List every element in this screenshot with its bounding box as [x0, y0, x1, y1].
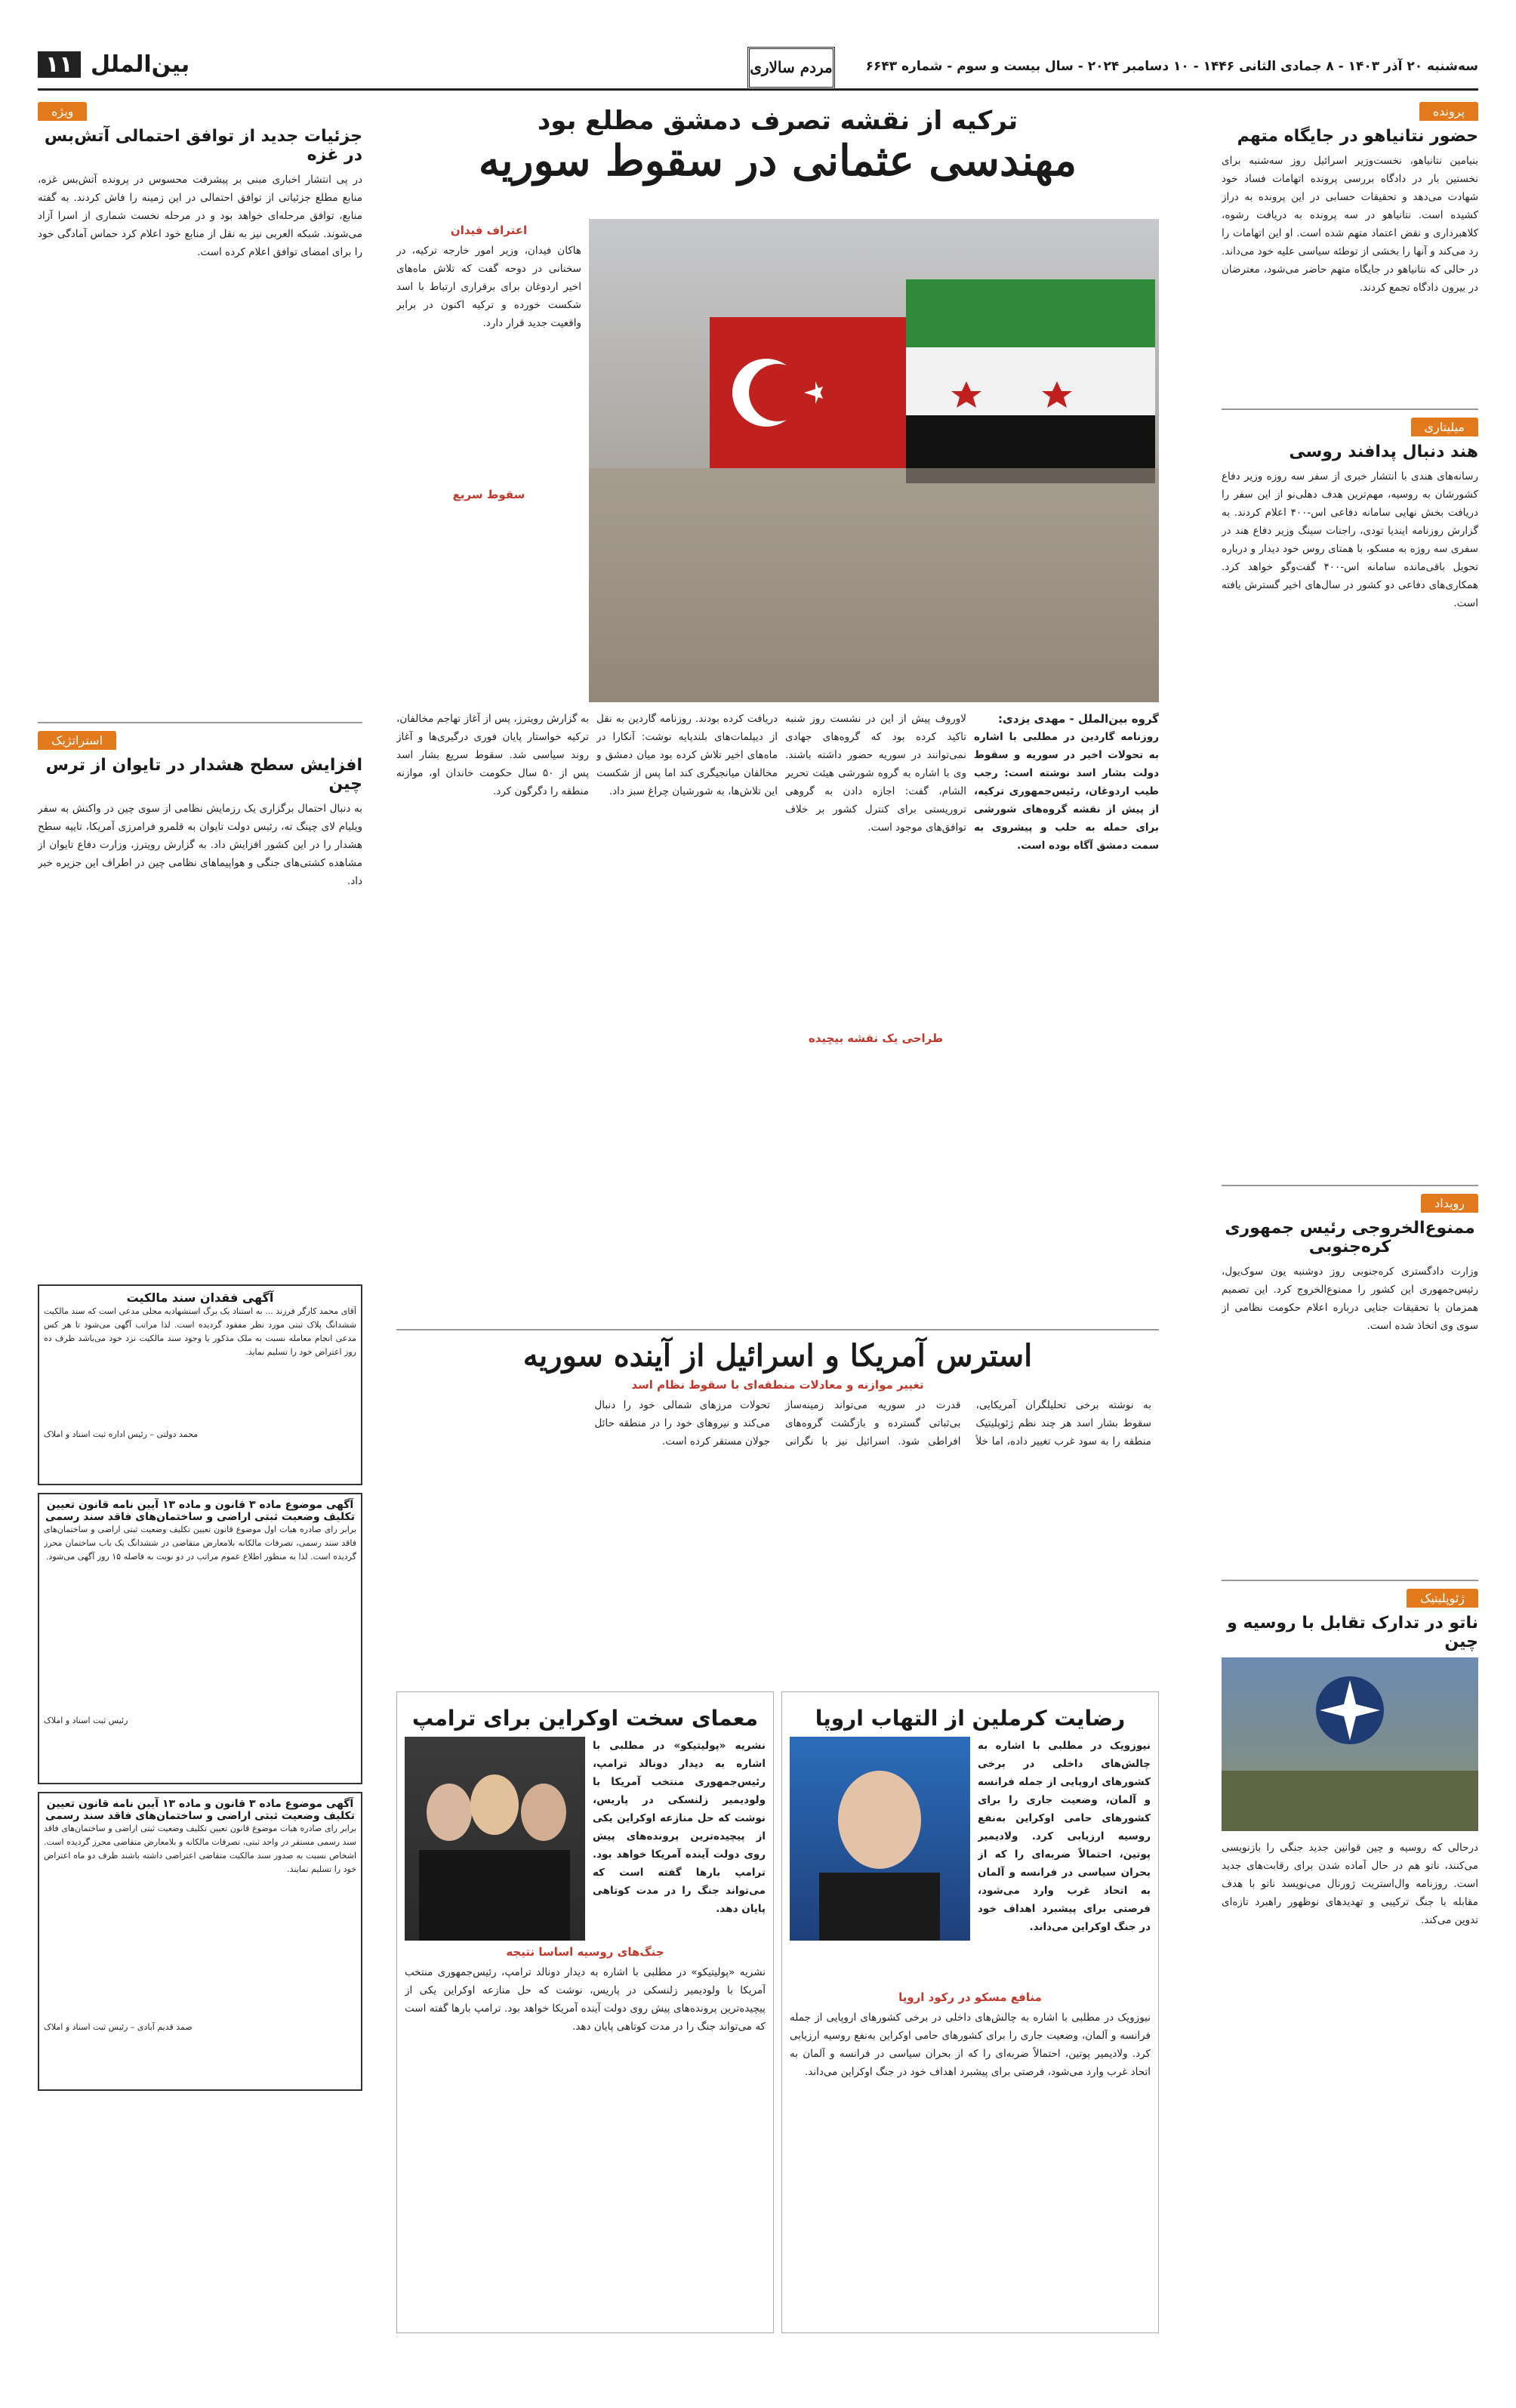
- subhead: طراحی یک نقشه بیچیده: [808, 1031, 944, 1045]
- column-text: هاکان فیدان، وزیر امور خارجه ترکیه، در سخنانی در دوحه گفت که تلاش ماه‌های اخیر اردوغان برای برقراری ارتباط با اسد شکست خورده و ترکیه اکنون در برابر واقعیت جدید قرار دارد.: [396, 245, 581, 329]
- portrait-illustration: [405, 1737, 585, 1941]
- lead-text: روزنامه گاردین در مطلبی با اشاره به تحولات اخیر در سوریه و سقوط دولت بشار اسد نوشته است: رجب طیب اردوغان، رئیس‌جمهوری ترکیه، از پیش از نقشه گروه‌های شورشی برای حمله به حلب و پیشروی به سمت دمشق آگاه بوده است.: [974, 731, 1159, 852]
- section-tag: ویژه: [38, 102, 87, 121]
- leaders-photo: [405, 1737, 585, 1941]
- story-headline: استرس آمریکا و اسرائیل از آینده سوریه: [522, 1338, 1033, 1374]
- section-tag: استراتژیک: [38, 731, 116, 750]
- article-title: حضور نتانیاهو در جایگاه متهم: [1237, 127, 1478, 146]
- story-column: [785, 710, 966, 1118]
- story-lead: نیوزویک در مطلبی با اشاره به چالش‌های داخلی در برخی کشورهای اروپایی از جمله فرانسه و آلمان، وضعیت جاری را برای کشورهای حامی اوکراین به‌نفع روسیه ارزیابی کرد. ولادیمیر پوتین، احتمالاً ضربه‌ای را که از بحران سیاسی در فرانسه و آلمان به اتحاد غرب وارد می‌شود، فرصتی برای پیشبرد اهداف خود در جنگ اوکراین می‌داند.: [977, 1740, 1151, 1933]
- story-kicker: ترکیه از نقشه تصرف دمشق مطلع بود: [537, 106, 1018, 136]
- legal-ad: [38, 1284, 362, 1485]
- nato-photo: [1222, 1657, 1478, 1831]
- story-lead: نشریه «پولیتیکو» در مطلبی با اشاره به دیدار دونالد ترامپ، رئیس‌جمهوری منتخب آمریکا با ولودیمیر زلنسکی در پاریس، نوشت که حل منازعه اوکراین یکی از پیچیده‌ترین پرونده‌های پیش روی دولت آینده آمریکا خواهد بود. ترامپ بارها گفته است که می‌تواند جنگ را در مدت کوتاهی پایان دهد.: [592, 1740, 766, 1915]
- legal-ad: [38, 1493, 362, 1784]
- ad-body: برابر رای صادره هیات موضوع قانون تعیین تکلیف وضعیت ثبتی اراضی و ساختمان‌های فاقد سند رسمی مستقر در واحد ثبتی، تصرفات مالکانه و بلامعارض متقاضی محرز گردیده است. اشخاص نسبت به صدور سند مالکیت متقاضی اعتراضی داشته باشند ظرف دو ماه اعتراض خود را تسلیم نمایند.: [44, 1824, 356, 1874]
- ad-body: برابر رای صادره هیات اول موضوع قانون تعیین تکلیف وضعیت ثبتی اراضی و ساختمان‌های فاقد سند رسمی، تصرفات مالکانه بلامعارض متقاضی در ششدانگ یک باب ساختمان محرز گردیده است. لذا به منظور اطلاع عموم مراتب در دو نوبت به فاصله ۱۵ روز آگهی می‌شود.: [44, 1525, 356, 1562]
- article-body: بنیامین نتانیاهو، نخست‌وزیر اسرائیل روز سه‌شنبه برای نخستین بار در دادگاه بررسی پرونده اتهامات فساد خود شهادت می‌دهد و تحقیقات حسابی در این پرونده به دراز کشیده است. نتانیاهو در سه پرونده به دریافت رشوه، کلاهبرداری و نقض اعتماد متهم شده است. او این اتهامات را رد می‌کند و آنها را بخشی از توطئه سیاسی علیه خود می‌داند. در حالی که نتانیاهو در جایگاه متهم حاضر می‌شود، معترضان در بیرون دادگاه تجمع کردند.: [1222, 155, 1478, 294]
- story-column: [396, 219, 581, 702]
- putin-photo: [790, 1737, 970, 1941]
- lead-byline: گروه بین‌الملل - مهدی یزدی:: [998, 712, 1159, 726]
- story-column: [396, 710, 589, 1118]
- lead-column: [974, 710, 1159, 1118]
- column-text: نشریه «پولیتیکو» در مطلبی با اشاره به دیدار دونالد ترامپ، رئیس‌جمهوری منتخب آمریکا با ولودیمیر زلنسکی در پاریس، نوشت که حل منازعه اوکراین یکی از پیچیده‌ترین پرونده‌های پیش روی دولت آینده آمریکا خواهد بود. ترامپ بارها گفته است که می‌تواند جنگ را در مدت کوتاهی پایان دهد.: [405, 1966, 766, 2033]
- story-headline: معمای سخت اوکراین برای ترامپ: [411, 1706, 759, 1731]
- trump-story: [396, 1691, 774, 2333]
- section-tag: ژئوپلیتیک: [1407, 1589, 1478, 1608]
- legal-ad: [38, 1792, 362, 2091]
- article-title: هند دنبال پدافند روسی: [1289, 442, 1478, 461]
- column-text: به گزارش رویترز، پس از آغاز تهاجم مخالفان، ترکیه خواستار پایان فوری درگیری‌ها و آغاز روند سیاسی شد. سقوط سریع بشار اسد پس از ۵۰ سال حکومت خاندان او، موازنه منطقه را دگرگون کرد.: [396, 713, 589, 797]
- section-name: بین‌الملل: [91, 51, 190, 78]
- subhead: جنگ‌های روسیه اساسا نتیجه: [506, 1945, 664, 1959]
- ad-title: آگهی موضوع ماده ۳ قانون و ماده ۱۳ آیین نامه قانون تعیین تکلیف وضعیت ثبتی اراضی و ساختمان‌های فاقد سند رسمی: [45, 1499, 355, 1523]
- article-title: ممنوع‌الخروجی رئیس جمهوری کره‌جنوبی: [1225, 1219, 1475, 1256]
- article-body: رسانه‌های هندی با انتشار خبری از سفر سه روزه وزیر دفاع کشورشان به روسیه، مهم‌ترین هدف دهلی‌نو از این سفر را دریافت بخش نهایی سامانه دفاعی اس-۴۰۰ اعلام کردند. به گزارش روزنامه ایندیا تودی، راجنات سینگ وزیر دفاع هند در سفری سه روزه به مسکو، با همتای روس خود دیدار و درباره تحویل باقی‌مانده سامانه اس-۴۰۰ گفت‌وگو خواهد کرد. همکاری‌های دفاعی دو کشور در سال‌های اخیر گسترش یافته است.: [1222, 470, 1478, 609]
- subhead: سقوط سریع: [452, 488, 525, 501]
- ad-signature: رئیس ثبت اسناد و املاک: [44, 1716, 128, 1725]
- subhead: تغییر موازنه و معادلات منطقه‌ای با سقوط نظام اسد: [631, 1378, 924, 1392]
- flag-illustration: [589, 219, 1159, 702]
- column-text: نیوزویک در مطلبی با اشاره به چالش‌های داخلی در برخی کشورهای اروپایی از جمله فرانسه و آلمان، وضعیت جاری را برای کشورهای حامی اوکراین به‌نفع روسیه ارزیابی کرد. ولادیمیر پوتین، احتمالاً ضربه‌ای را که از بحران سیاسی در فرانسه و آلمان به اتحاد غرب وارد می‌شود، فرصتی برای پیشبرد اهداف خود در جنگ اوکراین می‌داند.: [790, 2012, 1151, 2078]
- column-text: به نوشته برخی تحلیلگران آمریکایی، سقوط بشار اسد هر چند نظم ژئوپلیتیک منطقه را به سود غرب تغییر داده، اما خلأ قدرت در سوریه می‌تواند زمینه‌ساز بی‌ثباتی گسترده و بازگشت گروه‌های افراطی شود. اسرائیل نیز با نگرانی تحولات مرزهای شمالی خود را دنبال می‌کند و نیروهای خود را در منطقه حائل جولان مستقر کرده است.: [594, 1399, 1151, 1448]
- column-text: لاوروف پیش از این در نشست روز شنبه تاکید کرده بود که گروه‌های جهادی نمی‌توانند در سوریه حضور داشته باشند. وی با اشاره به گروه شورشی هیئت تحریر الشام، گفت: اجازه دادن به گروهی تروریستی برای کنترل کشور بر خلاف توافق‌های موجود است.: [785, 713, 966, 834]
- article-title: جزئیات جدید از توافق احتمالی آتش‌بس در غزه: [44, 127, 362, 165]
- article-body: درحالی که روسیه و چین قوانین جدید جنگی را بازنویسی می‌کنند، ناتو هم در حال آماده شدن برای رقابت‌های جدید است. روزنامه وال‌استریت ژورنال می‌نویسد ناتو با هدف مقابله با جنگ ترکیبی و تهدیدهای نوظهور راهبرد تازه‌ای تدوین می‌کند.: [1222, 1842, 1478, 1926]
- section-tag: میلیتاری: [1411, 418, 1478, 436]
- newspaper-logo: مردم سالاری: [747, 47, 835, 89]
- column-text: دریافت کرده بودند. روزنامه گاردین به نقل از دیپلمات‌های بلندپایه نوشت: آنکارا در ماه‌های اخیر تلاش کرده بود میان دمشق و مخالفان میانجیگری کند اما پس از شکست این تلاش‌ها، به شورشیان چراغ سبز داد.: [596, 713, 778, 797]
- ad-title: آگهی فقدان سند مالکیت: [126, 1290, 274, 1305]
- second-story: [396, 1329, 1159, 1684]
- section-tag: پرونده: [1419, 102, 1478, 121]
- story-headline: مهندسی عثمانی در سقوط سوریه: [478, 136, 1077, 186]
- story-headline: رضایت کرملین از التهاب اروپا: [815, 1706, 1126, 1731]
- masthead: [38, 45, 1478, 91]
- date-line: سه‌شنبه ۲۰ آذر ۱۴۰۳ - ۸ جمادی الثانی ۱۴۴۶ - ۱۰ دسامبر ۲۰۲۴ - سال بیست و سوم - شماره ۶۶۴۳: [865, 59, 1478, 74]
- kremlin-story: [781, 1691, 1159, 2333]
- syria-flag-photo: [589, 219, 1159, 702]
- ad-signature: صمد قدیم آبادی – رئیس ثبت اسناد و املاک: [44, 2022, 193, 2032]
- story-column: [596, 710, 778, 1118]
- ad-title: آگهی موضوع ماده ۳ قانون و ماده ۱۳ آیین نامه قانون تعیین تکلیف وضعیت ثبتی اراضی و ساختمان‌های فاقد سند رسمی: [45, 1798, 355, 1822]
- left-column: [38, 102, 362, 2329]
- article-body: در پی انتشار اخباری مبنی بر پیشرفت محسوس در پرونده آتش‌بس غزه، منابع مطلع جزئیاتی از توافق احتمالی در این زمینه را فاش کردند. به گفته منابع، توافق مرحله‌ای خواهد بود و در مرحله نخست شماری از اسرا آزاد می‌شوند. شبکه العربی نیز به نقل از منابع خود اعلام کرد حماس آمادگی خود را برای امضای توافق اعلام کرده است.: [38, 174, 362, 258]
- subhead: اعتراف فیدان: [450, 224, 528, 237]
- right-column: [1222, 102, 1478, 2329]
- section-tag: رویداد: [1421, 1194, 1478, 1213]
- article-body: وزارت دادگستری کره‌جنوبی روز دوشنبه یون سوک‌یول، رئیس‌جمهوری این کشور را ممنوع‌الخروج کرد. این تصمیم همزمان با تحقیقات جنایی درباره اعلام حکومت نظامی از سوی وی اتخاذ شده است.: [1222, 1266, 1478, 1332]
- portrait-illustration: [790, 1737, 970, 1941]
- article-title: ناتو در تدارک تقابل با روسیه و چین: [1227, 1614, 1478, 1651]
- nato-emblem-icon: [1222, 1657, 1478, 1831]
- page-number: ۱۱: [38, 51, 81, 78]
- subhead: منافع مسکو در رکود اروپا: [898, 1990, 1042, 2004]
- lead-story: [396, 106, 1159, 1321]
- ad-body: آقای محمد کارگر فرزند ... به استناد یک برگ استشهادیه محلی مدعی است که سند مالکیت ششدانگ پلاک ثبتی مورد نظر مفقود گردیده است. لذا مراتب آگهی می‌شود تا هر کس مدعی انجام معامله نسبت به ملک مذکور یا وجود سند مالکیت نزد خود می‌باشد ظرف ده روز اعتراض خود را تسلیم نماید.: [44, 1306, 356, 1357]
- article-body: به دنبال احتمال برگزاری یک رزمایش نظامی از سوی چین در واکنش به سفر ویلیام لای چینگ ته، رئیس دولت تایوان به قلمرو فرامرزی آمریکا، تایپه سطح هشدار را در این کشور افزایش داد. به گزارش رویترز، وزارت دفاع تایوان از مشاهده کشتی‌های جنگی و هواپیماهای نظامی چین در اطراف این جزیره خبر داد.: [38, 803, 362, 887]
- article-title: افزایش سطح هشدار در تایوان از ترس چین: [45, 756, 362, 794]
- ad-signature: محمد دولتی – رئیس اداره ثبت اسناد و املاک: [44, 1429, 199, 1439]
